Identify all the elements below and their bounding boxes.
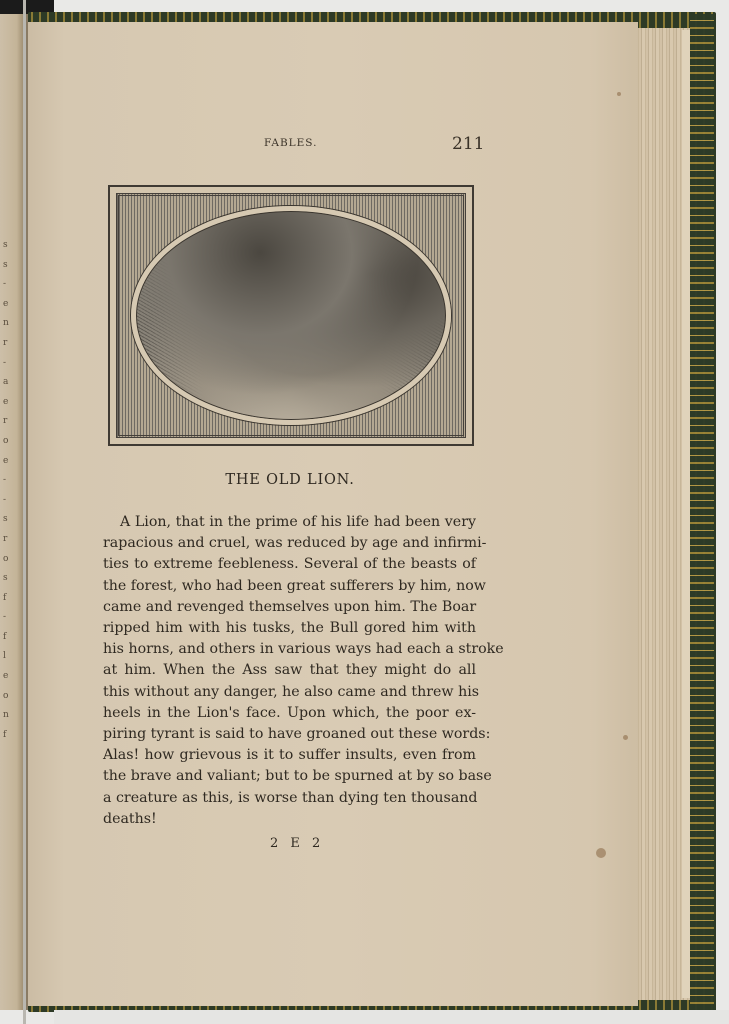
page-number: 211 xyxy=(452,134,485,154)
text-line: ripped him with his tusks, the Bull gored him with xyxy=(103,620,476,637)
text-line: deaths! xyxy=(103,810,157,827)
foxing-spot xyxy=(617,92,621,96)
foxing-spot xyxy=(623,735,628,740)
gilt-cover-edge xyxy=(690,14,714,1010)
engraving-illustration xyxy=(108,185,474,446)
left-page-edge xyxy=(0,14,24,1010)
left-page-fragments: s s - e n r - a e r o e - - s r o s f - f l e o n f xyxy=(3,240,9,740)
text-line: ties to extreme feebleness. Several of the beasts of xyxy=(103,556,476,573)
text-line: this without any danger, he also came and threw his xyxy=(103,683,480,700)
engraving-frame xyxy=(116,193,466,438)
foxing-spot xyxy=(596,848,606,858)
text-line: piring tyrant is said to have groaned out these words: xyxy=(103,726,491,743)
gutter-shadow xyxy=(26,14,28,1010)
text-line: came and revenged themselves upon him. The Boar xyxy=(103,598,477,615)
engraving-oval-scene xyxy=(131,206,451,425)
fable-title: THE OLD LION. xyxy=(225,472,355,488)
text-line: at him. When the Ass saw that they might do all xyxy=(103,662,476,679)
text-line: a creature as this, is worse than dying ten thousand xyxy=(103,789,478,806)
background-bottom xyxy=(54,1010,729,1024)
fable-body xyxy=(103,512,504,830)
text-line: the forest, who had been great sufferers by him, now xyxy=(103,577,486,594)
running-head-title: FABLES. xyxy=(264,137,318,149)
text-line: rapacious and cruel, was reduced by age and infirmi- xyxy=(103,535,487,552)
text-line: the brave and valiant; but to be spurned at by so base xyxy=(103,768,492,785)
text-line: A Lion, that in the prime of his life had been very xyxy=(120,514,476,530)
text-line: heels in the Lion's face. Upon which, the poor ex- xyxy=(103,704,476,721)
text-line: Alas! how grievous is it to suffer insults, even from xyxy=(103,747,476,764)
signature-mark: 2 E 2 xyxy=(270,836,325,851)
text-line: his horns, and others in various ways had each a stroke xyxy=(103,641,504,658)
page-block-right-edge xyxy=(682,30,690,998)
